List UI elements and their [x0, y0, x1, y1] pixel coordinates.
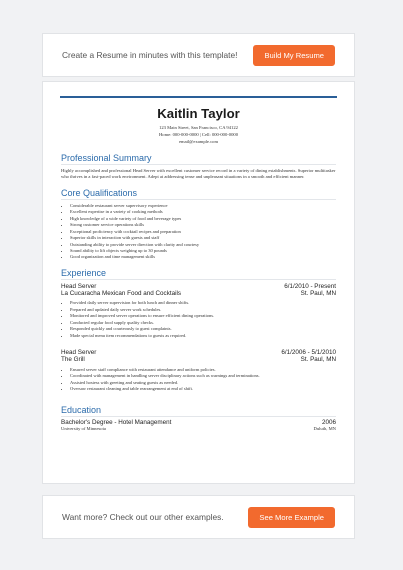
job-entry	[61, 349, 336, 392]
summary-heading: Professional Summary	[61, 153, 336, 165]
list-item: • Superior skills in interaction with guests and staff	[70, 235, 336, 241]
job-bullets	[61, 300, 336, 339]
resume-document	[42, 81, 355, 484]
education-location: Duluth, MN	[313, 426, 336, 432]
list-item: • Prepared and updated daily server work schedules.	[70, 307, 336, 313]
list-item: • Good organization and time management skills	[70, 254, 336, 260]
job-bullets	[61, 367, 336, 393]
see-more-button[interactable]: See More Example	[248, 507, 335, 528]
education-details	[61, 426, 336, 432]
education-year: 2006	[321, 418, 336, 426]
bottom-banner	[42, 495, 355, 539]
job-title: Head Server	[61, 282, 97, 290]
list-item: • Considerable restaurant server supervisory experience	[70, 203, 336, 209]
list-item: • High knowledge of a wide variety of food and beverage types	[70, 216, 336, 222]
job-header	[61, 283, 336, 298]
top-banner-text: Create a Resume in minutes with this template!	[62, 50, 238, 60]
contact-phones: Home: 000-000-0000 | Cell: 000-000-0000	[158, 132, 238, 138]
job-dates: 6/1/2006 - 5/1/2010	[281, 349, 336, 357]
education-heading: Education	[61, 405, 336, 417]
contact-address: 123 Main Street, San Francisco, CA 94122	[159, 125, 238, 130]
list-item: • Excellent expertise in a variety of cooking methods	[70, 209, 336, 215]
list-item: • Made special menu item recommendations to guests as required.	[70, 333, 336, 339]
job-location: St. Paul, MN	[300, 290, 336, 298]
list-item: • Monitored and improved server operations to ensure efficient dining operations.	[70, 313, 336, 319]
list-item: • Ensured server staff compliance with restaurant attendance and uniform policies.	[70, 367, 336, 373]
list-item: • Oversaw restaurant cleaning and table rearrangement at end of shift.	[70, 386, 336, 392]
job-dates: 6/1/2010 - Present	[284, 282, 336, 290]
core-list	[61, 203, 336, 261]
education-header	[61, 420, 336, 427]
build-resume-button[interactable]: Build My Resume	[253, 45, 335, 66]
list-item: • Coordinated with management in handling server disciplinary actions such as warnings and terminations.	[70, 373, 336, 379]
job-company: The Grill	[61, 356, 85, 364]
list-item: • Conducted regular food supply quality checks.	[70, 320, 336, 326]
list-item: • Sound ability to lift objects weighing up to 30 pounds	[70, 248, 336, 254]
job-header	[61, 349, 336, 364]
education-degree: Bachelor's Degree - Hotel Management	[61, 418, 172, 426]
list-item: • Outstanding ability to provide server direction with clarity and courtesy	[70, 242, 336, 248]
header-rule	[60, 96, 337, 98]
top-banner	[42, 33, 355, 77]
contact-email: email@example.com	[178, 139, 219, 145]
job-entry	[61, 283, 336, 339]
job-title: Head Server	[61, 349, 97, 357]
list-item: • Assisted hostess with greeting and seating guests as needed.	[70, 380, 336, 386]
job-location: St. Paul, MN	[300, 356, 336, 364]
summary-text: Highly accomplished and professional Head Server with excellent customer service record in a variety of dining establishments. Superior multitasker who thrives in a fast-paced work environment. Adept at addressing tense and unpleasant situations in a smooth and efficient manner.	[61, 167, 336, 180]
bottom-banner-text: Want more? Check out our other examples.	[62, 512, 224, 522]
list-item: • Exceptional proficiency with cocktail recipes and preparation	[70, 229, 336, 235]
education-school: University of Minnesota	[61, 426, 106, 432]
list-item: • Provided daily server supervision for both lunch and dinner shifts.	[70, 300, 336, 306]
list-item: • Responded quickly and courteously to guest complaints.	[70, 326, 336, 332]
list-item: • Strong customer service operations skills	[70, 222, 336, 228]
job-company: La Cucaracha Mexican Food and Cocktails	[61, 290, 182, 298]
experience-heading: Experience	[61, 268, 336, 280]
resume-name: Kaitlin Taylor	[157, 106, 240, 121]
core-heading: Core Qualifications	[61, 188, 336, 200]
